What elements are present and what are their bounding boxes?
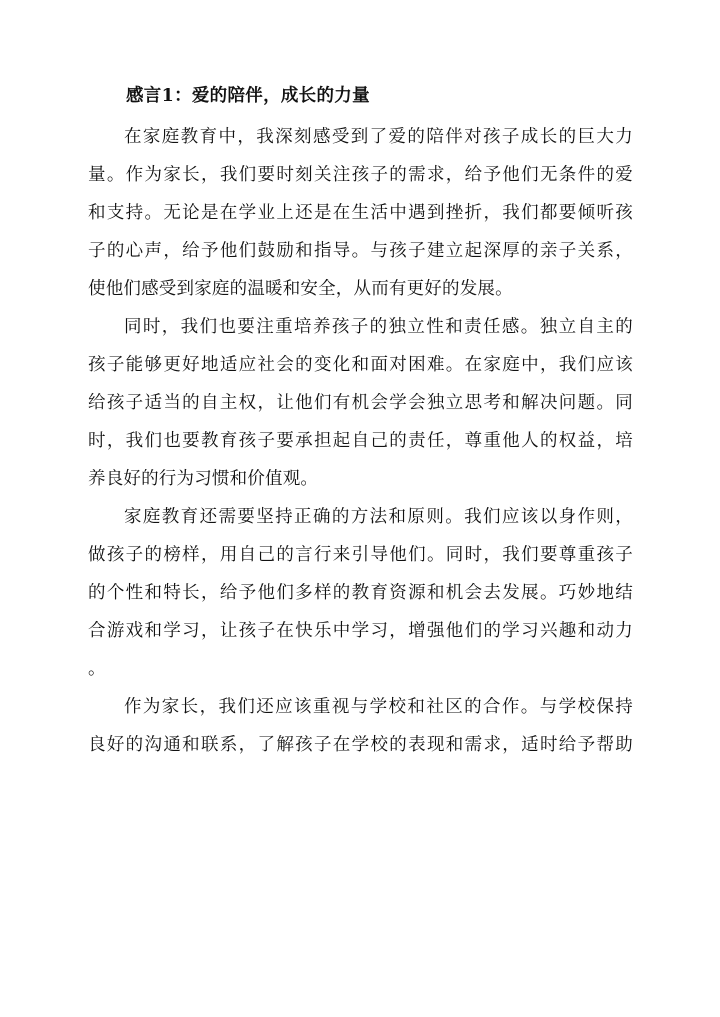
paragraph-line: 同时，我们也要注重培养孩子的独立性和责任感。独立自主的 [124,317,633,337]
paragraph-line: 使他们感受到家庭的温暖和安全，从而有更好的发展。 [88,279,513,299]
paragraph-line: 做孩子的榜样，用自己的言行来引导他们。同时，我们要尊重孩子 [88,545,633,565]
paragraph-line: 孩子能够更好地适应社会的变化和面对困难。在家庭中，我们应该 [88,355,633,375]
paragraph-1 [88,125,633,301]
paragraph-line: 良好的沟通和联系，了解孩子在学校的表现和需求，适时给予帮助 [88,735,633,755]
paragraph-line: 子的心声，给予他们鼓励和指导。与孩子建立起深厚的亲子关系， [88,241,633,261]
paragraph-line: 作为家长，我们还应该重视与学校和社区的合作。与学校保持 [124,697,633,717]
paragraph-line: 和支持。无论是在学业上还是在生活中遇到挫折，我们都要倾听孩 [88,203,633,223]
paragraph-line: 家庭教育还需要坚持正确的方法和原则。我们应该以身作则， [124,507,633,527]
document-heading: 感言1：爱的陪伴，成长的力量 [126,86,370,106]
paragraph-line: 量。作为家长，我们要时刻关注孩子的需求，给予他们无条件的爱 [88,165,633,185]
paragraph-4 [88,695,633,757]
paragraph-line: 合游戏和学习，让孩子在快乐中学习，增强他们的学习兴趣和动力 [88,621,633,641]
paragraph-line: 的个性和特长，给予他们多样的教育资源和机会去发展。巧妙地结 [88,583,633,603]
document-page [88,84,633,771]
paragraph-line: 养良好的行为习惯和价值观。 [88,469,319,489]
paragraph-line: 给孩子适当的自主权，让他们有机会学会独立思考和解决问题。同 [88,393,633,413]
paragraph-line: 在家庭教育中，我深刻感受到了爱的陪伴对孩子成长的巨大力 [124,127,633,147]
paragraph-2 [88,315,633,491]
paragraph-line: 。 [88,659,106,679]
paragraph-line: 时，我们也要教育孩子要承担起自己的责任，尊重他人的权益，培 [88,431,633,451]
paragraph-3 [88,505,633,681]
